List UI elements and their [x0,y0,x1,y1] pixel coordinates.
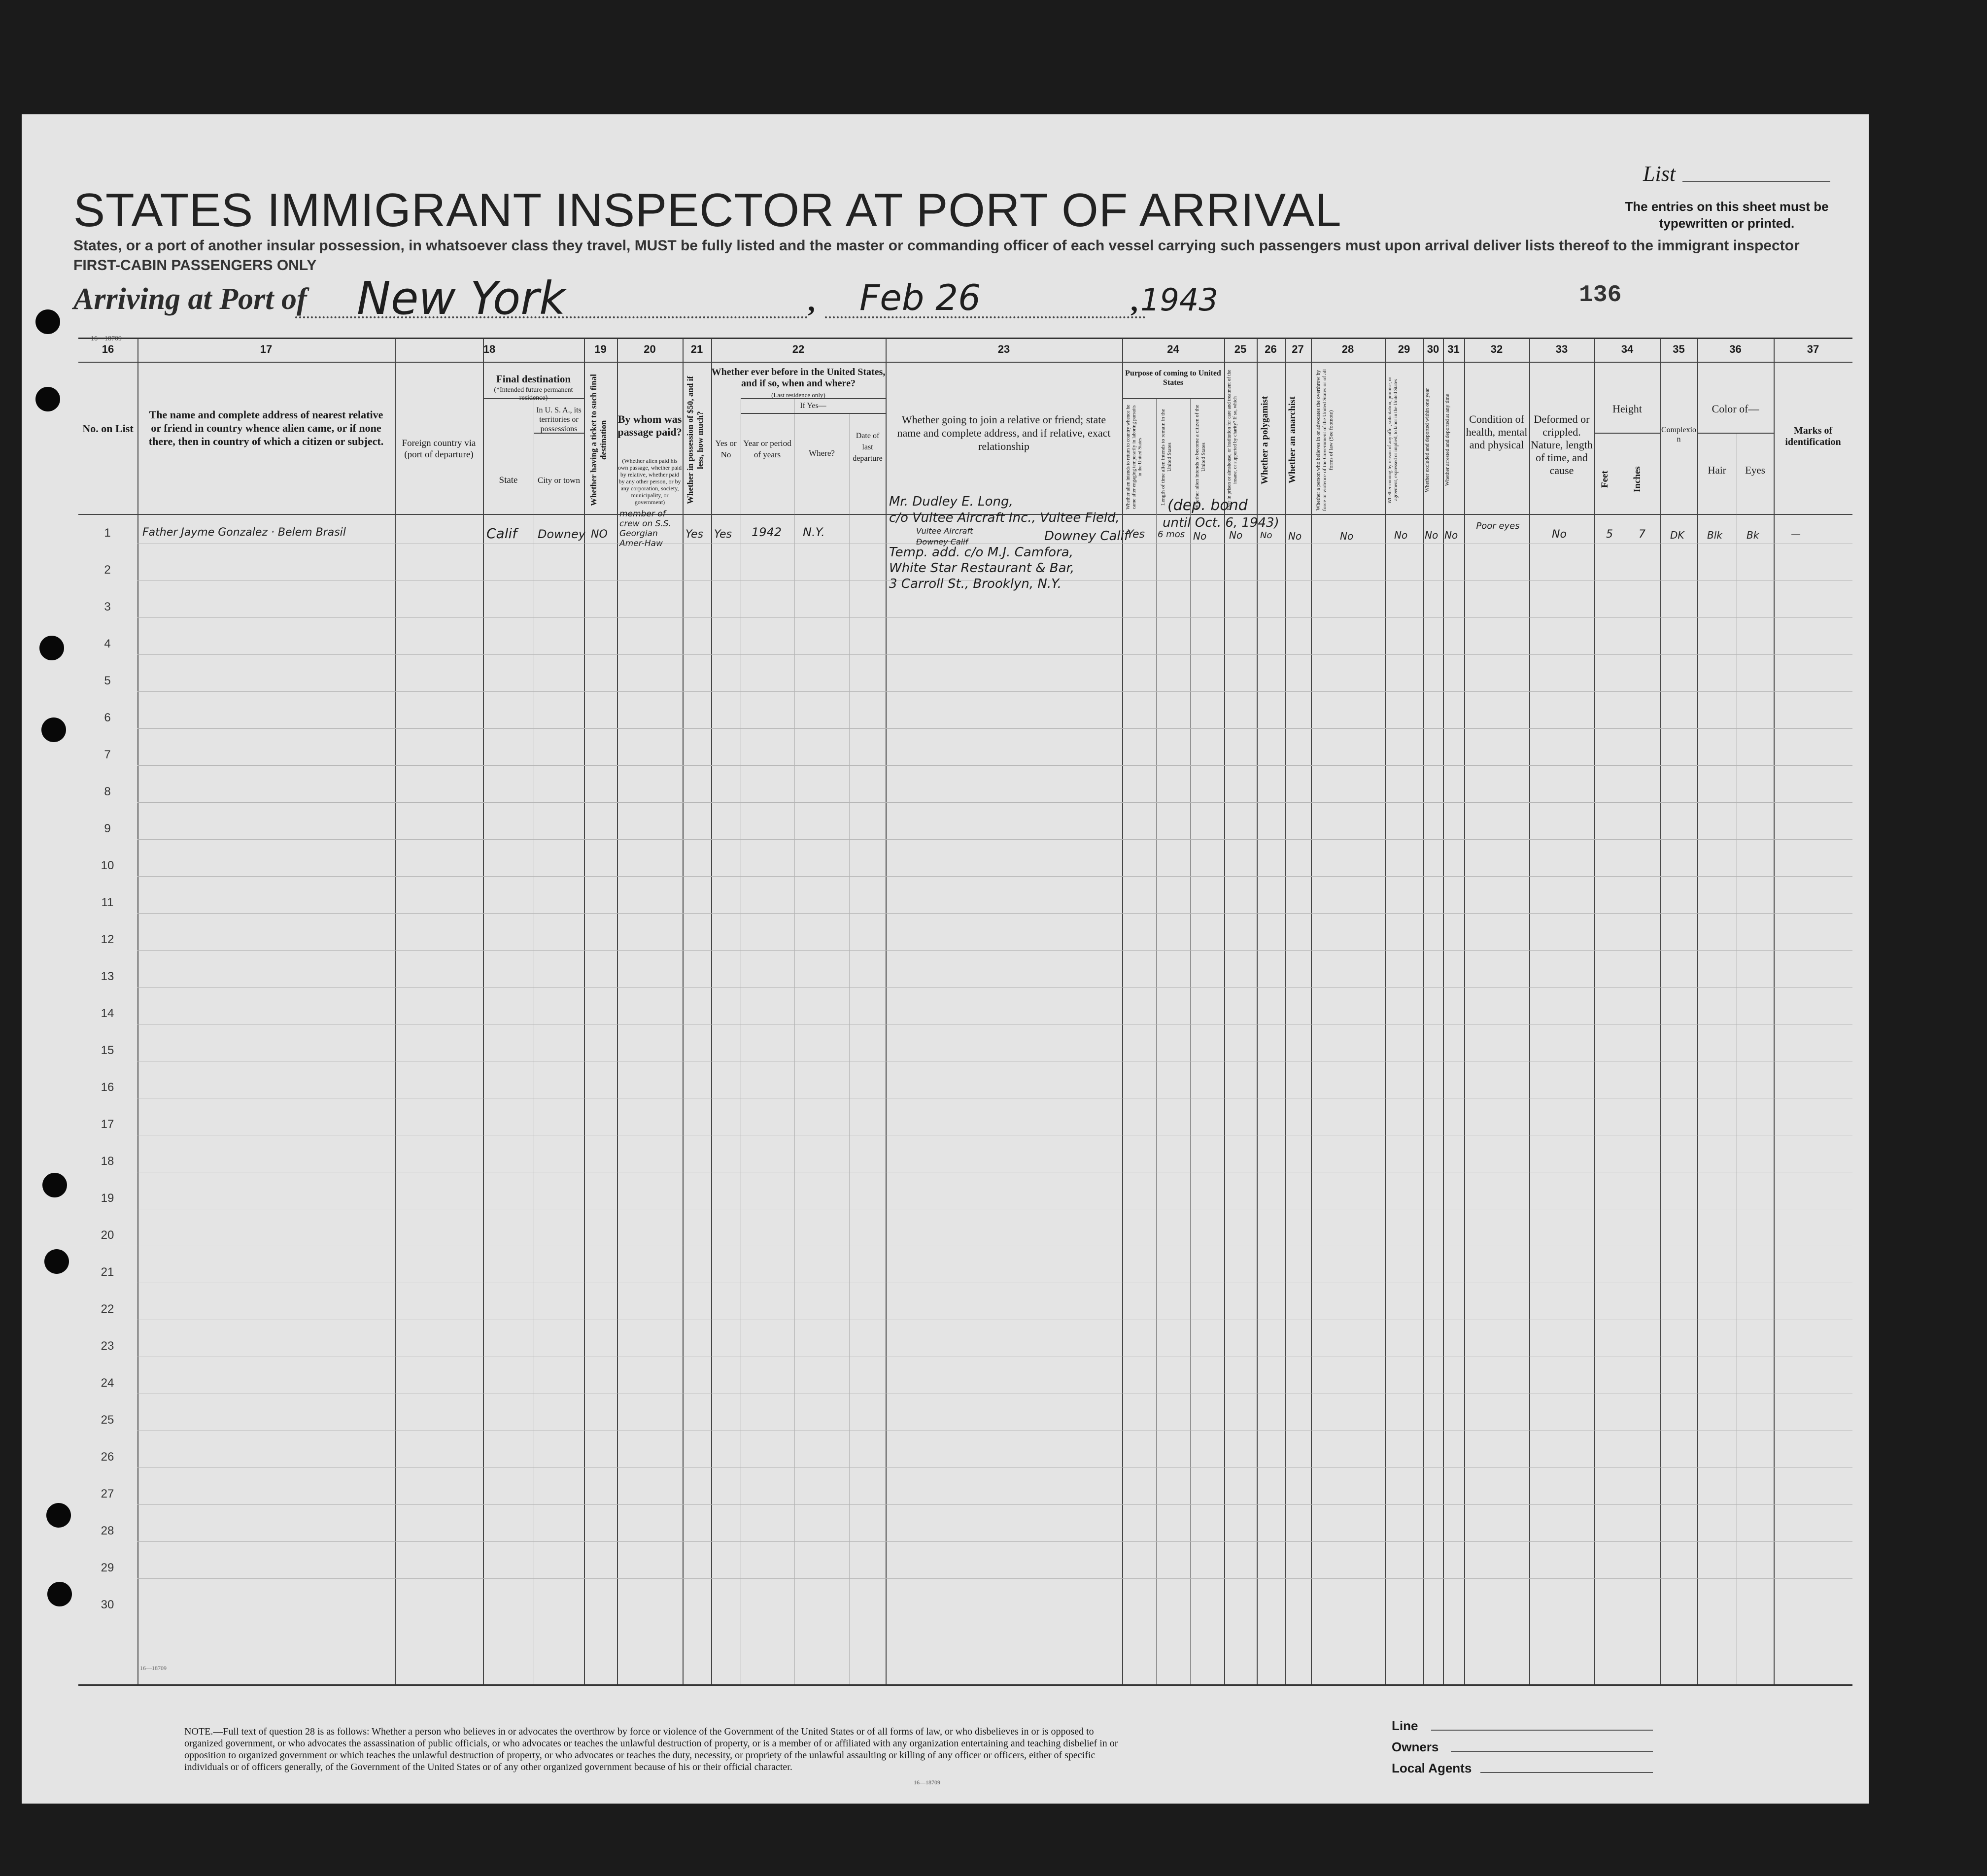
agents-rule [1480,1772,1653,1773]
row1-until: until Oct. 6, 1943) [1163,515,1279,530]
header-passage-paid: By whom was passage paid? [617,413,682,438]
col-line [1190,398,1191,1684]
header-complexion: Complexion [1661,426,1697,443]
row-number: 3 [104,600,111,614]
header-inches: Inches [1632,466,1643,493]
row-number: 7 [104,748,111,761]
row1-state: Calif [486,525,517,542]
row-line [137,1504,1852,1505]
row-number: 4 [104,637,111,650]
col-line [483,339,484,1684]
col-number: 17 [260,343,273,355]
row1-hair: Blk [1707,529,1722,541]
row1-where: N.Y. [803,525,825,539]
list-number-line [1682,181,1830,182]
row1-eyes: Bk [1747,529,1759,541]
number-row-line [78,362,1852,363]
year-handwritten: 1943 [1140,282,1218,318]
col-line [137,339,138,1684]
row-number: 21 [101,1265,114,1279]
row-number: 24 [101,1376,114,1390]
header-height: Height [1612,403,1642,415]
row1-marks: — [1791,528,1801,540]
header-year: Year or period of years [743,439,791,459]
row-number: 5 [104,674,111,687]
row-line [137,728,1852,729]
row-line [137,987,1852,988]
header-color-of: Color of— [1712,403,1759,415]
row-number: 6 [104,711,111,724]
col-line [1224,339,1225,1684]
row1-city: Downey [538,527,585,541]
col-number: 29 [1398,343,1410,355]
row-number: 10 [101,859,114,872]
punch-hole [47,1582,72,1606]
row1-deformed: No [1552,528,1567,541]
row-line [137,913,1852,914]
manifest-table [78,338,1852,1686]
col-line [1423,339,1424,1684]
sub-line [1594,433,1660,434]
row-number: 14 [101,1007,114,1020]
header-where: Where? [809,448,835,458]
row1-excluded: No [1425,529,1439,541]
line-label: Line [1392,1718,1418,1733]
col-line [1257,339,1258,1684]
col-line [617,339,618,1684]
date-handwritten: Feb 26 [859,277,981,318]
row1-anarchist: No [1288,530,1302,542]
col-line [1660,339,1661,1684]
row-line [137,765,1852,766]
header-in-usa: In U. S. A., its territories or possessions [536,406,582,433]
row-number: 19 [101,1192,114,1205]
typewritten-note: The entries on this sheet must be typewritten or printed. [1625,199,1829,231]
col-line [683,339,684,1684]
port-handwritten: New York [357,272,566,325]
col-number: 20 [644,343,656,355]
header-ever-before-sub: (Last residence only) [771,391,825,399]
local-agents-label: Local Agents [1392,1761,1472,1775]
row-number: 16 [101,1081,114,1094]
punch-hole [35,387,60,411]
header-passage-paid-sub: (Whether alien paid his own passage, whether paid by relative, whether paid by any other person, or by any corporation, society, municipality, or government) [617,457,682,506]
row1-join-line6: 3 Carroll St., Brooklyn, N.Y. [889,577,1062,591]
header-city: City or town [538,476,580,485]
row-line [137,839,1852,840]
header-yes-no: Yes or No [715,439,737,459]
row-number: 18 [101,1155,114,1168]
header-state: State [499,475,518,485]
line-rule [1431,1730,1653,1731]
header-excluded: Whether excluded and deported within one year [1424,388,1430,492]
row1-paid-by: member of crew on S.S. Georgian Amer-Haw [619,509,672,548]
row1-join-struck-2: Downey Calif [916,537,968,546]
owners-rule [1451,1751,1653,1752]
sheet-number: 136 [1579,282,1622,308]
header-ever-before: Whether ever before in the United States, and if so, when and where? [711,367,886,389]
row1-prison: No [1229,529,1243,541]
punch-hole [44,1249,69,1274]
row-number: 30 [101,1598,114,1611]
row-number: 8 [104,785,111,798]
arriving-label: Arriving at Port of [73,282,307,316]
header-polygamist: Whether a polygamist [1260,396,1270,484]
header-purpose: Purpose of coming to United States [1125,369,1221,387]
col-line [1529,339,1530,1684]
col-number: 21 [690,343,703,355]
row1-year: 1942 [752,525,782,539]
header-final-destination-sub: (*Intended future permanent residence) [494,386,573,402]
col-number: 27 [1292,343,1304,355]
row-line [137,802,1852,803]
punch-hole [39,636,64,660]
row-number: 17 [101,1118,114,1131]
header-hair: Hair [1708,464,1726,476]
row-line [137,654,1852,655]
row1-join-line4: Temp. add. c/o M.J. Camfora, [889,545,1073,560]
col-number: 34 [1621,343,1634,355]
col-line [1774,339,1775,1684]
col-number: 25 [1234,343,1247,355]
row-line [137,691,1852,692]
row-number: 28 [101,1524,114,1537]
row-number: 22 [101,1302,114,1316]
col-number: 32 [1490,343,1503,355]
header-deformed: Deformed or crippled. Nature, length of time, and cause [1531,413,1593,477]
col-line [1464,339,1465,1684]
row1-dep-bond: (dep. bond [1167,497,1248,514]
col-line [1443,339,1444,1684]
row1-inches: 7 [1639,528,1645,541]
col-line [711,339,712,1684]
col-line [1285,339,1286,1684]
row1-relative: Father Jayme Gonzalez · Belem Brasil [142,526,346,539]
row-number: 29 [101,1561,114,1574]
col-number: 18 [483,343,496,355]
row-number: 12 [101,933,114,946]
row-line [137,1467,1852,1468]
punch-hole [35,309,60,334]
punch-hole [46,1503,71,1528]
row1-join-line2: c/o Vultee Aircraft Inc., Vultee Field, [889,511,1120,525]
row-line [137,950,1852,951]
row1-arrested: No [1444,529,1458,541]
form-number-footer: 16—18709 [914,1779,940,1786]
col-number: 16 [102,343,114,355]
col-line [1697,339,1698,1684]
row1-join-line1: Mr. Dudley E. Long, [889,494,1013,509]
col-number: 36 [1729,343,1742,355]
header-labor: Whether coming by reason of any offer, solicitation, promise, or agreement, expressed or implied, to labor in the United States [1387,376,1399,504]
header-if-yes: If Yes— [800,402,826,410]
col-number: 33 [1555,343,1568,355]
row-number: 25 [101,1413,114,1427]
header-final-destination: Final destination [496,373,571,385]
col-line [886,339,887,1684]
header-relative: The name and complete address of nearest relative or friend in country whence alien came, or if none there, then in country of which a citizen or subject. [148,409,384,447]
row-number: 15 [101,1044,114,1057]
header-overthrow: Whether a person who believes in or advocates the overthrow by force or violence of the Government of the United States or of all forms of law (See footnote) [1315,369,1334,511]
header-join-relative: Whether going to join a relative or friend; state name and complete address, and if relative, exact relationship [897,413,1111,452]
header-fifty-dollars: Whether in possession of $50, and if less, how much? [685,376,705,504]
row1-ticket: NO [591,528,608,541]
row1-join-line5: White Star Restaurant & Bar, [889,561,1075,576]
row-number: 2 [104,563,111,577]
header-ticket: Whether having a ticket to such final destination [589,374,608,506]
owners-label: Owners [1392,1740,1439,1754]
form-number-bottom: 16—18709 [140,1665,167,1671]
col-number: 19 [594,343,607,355]
col-number: 30 [1427,343,1439,355]
header-anarchist: Whether an anarchist [1287,396,1298,484]
col-number: 23 [997,343,1010,355]
row-number: 23 [101,1339,114,1353]
form-number-top: 16—18709 [91,335,122,342]
passenger-class-note: FIRST-CABIN PASSENGERS ONLY [73,257,317,273]
header-no-on-list: No. on List [82,422,134,435]
row1-health: Poor eyes [1476,521,1520,531]
header-length: Length of time alien intends to remain in the United States [1160,409,1172,506]
header-health: Condition of health, mental and physical [1466,413,1528,451]
comma-1: , [808,285,815,317]
sub-line [1697,433,1774,434]
row-number: 1 [104,526,111,540]
row1-before: Yes [714,528,732,541]
col-line [1385,339,1386,1684]
row1-labor: No [1394,529,1408,541]
form-instructions: States, or a port of another insular possession, in whatsoever class they travel, MUST be fully listed and the master or commanding officer of each vessel carrying such passengers must upon arrival deliver lists thereof to the immigrant inspector [73,238,1800,254]
row-line [137,617,1852,618]
manifest-sheet [22,114,1869,1804]
punch-hole [42,1173,67,1197]
col-line [1156,398,1157,1684]
form-title: STATES IMMIGRANT INSPECTOR AT PORT OF ARRIVAL [73,184,1342,237]
header-foreign-country: Foreign country via (port of departure) [402,438,476,460]
row1-join-line3: Downey Calif [1044,529,1129,544]
header-prison: Ever in prison or almshouse, or institution for care and treatment of the insane, or supported by charity? If so, which [1227,370,1238,511]
header-citizen: Whether alien intends to become a citizen of the United States [1194,405,1206,510]
row-line [137,876,1852,877]
row-number: 27 [101,1487,114,1501]
sub-line [1122,398,1224,399]
row-number: 13 [101,970,114,983]
footnote: NOTE.—Full text of question 28 is as follows: Whether a person who believes in or advocates the overthrow by force or violence of the Government of the United States or of all forms of law, or who disbelieves in or is opposed to organized government, or who advocates the assassination of public officials, or who advocates or teaches the unlawful destruction of property, or is a member of or affiliated with any organization entertaining and teaching disbelief in or opposition to organized government or which teaches the unlawful destruction of property, or who advocates or teaches the duty, necessity, or propriety of the unlawful assaulting or killing of any officer or officers, either of specific individuals or of officers generally, of the Government of the United States or of any other organized government because of his or their official character. [184,1726,1118,1773]
row-number: 20 [101,1228,114,1242]
sub-line [741,413,886,414]
col-line [1311,339,1312,1684]
row-line [137,1578,1852,1579]
row1-length: 6 mos [1158,529,1185,540]
row-number: 26 [101,1450,114,1464]
punch-hole [41,717,66,742]
col-number: 26 [1265,343,1277,355]
row-number: 11 [101,896,114,909]
row1-join-struck-1: Vultee Aircraft [916,526,973,536]
header-arrested: Whether arrested and deported at any time [1444,394,1450,486]
col-number: 24 [1167,343,1179,355]
row-number: 9 [104,822,111,835]
list-label: List [1643,162,1676,186]
header-feet: Feet [1600,471,1610,488]
col-number: 28 [1341,343,1354,355]
row1-feet: 5 [1606,528,1613,541]
col-line [1594,339,1595,1684]
row1-complexion: DK [1670,529,1684,541]
header-date-departure: Date of last departure [853,432,883,463]
row1-citizen: No [1193,530,1207,542]
row1-fifty: Yes [685,528,704,541]
header-return: Whether alien intends to return to country whence he came after engaging temporarily in laboring pursuits in the United States [1126,405,1143,510]
col-number: 35 [1673,343,1685,355]
col-number: 37 [1807,343,1819,355]
row1-return: Yes [1127,528,1145,541]
row-line [137,1541,1852,1542]
row1-overthrow: No [1340,530,1354,542]
header-marks: Marks of identification [1785,425,1841,447]
row1-polygamist: No [1260,530,1272,541]
comma-2: , [1131,285,1138,317]
col-number: 22 [792,343,805,355]
header-eyes: Eyes [1745,464,1765,476]
col-number: 31 [1447,343,1460,355]
col-line [395,339,396,1684]
